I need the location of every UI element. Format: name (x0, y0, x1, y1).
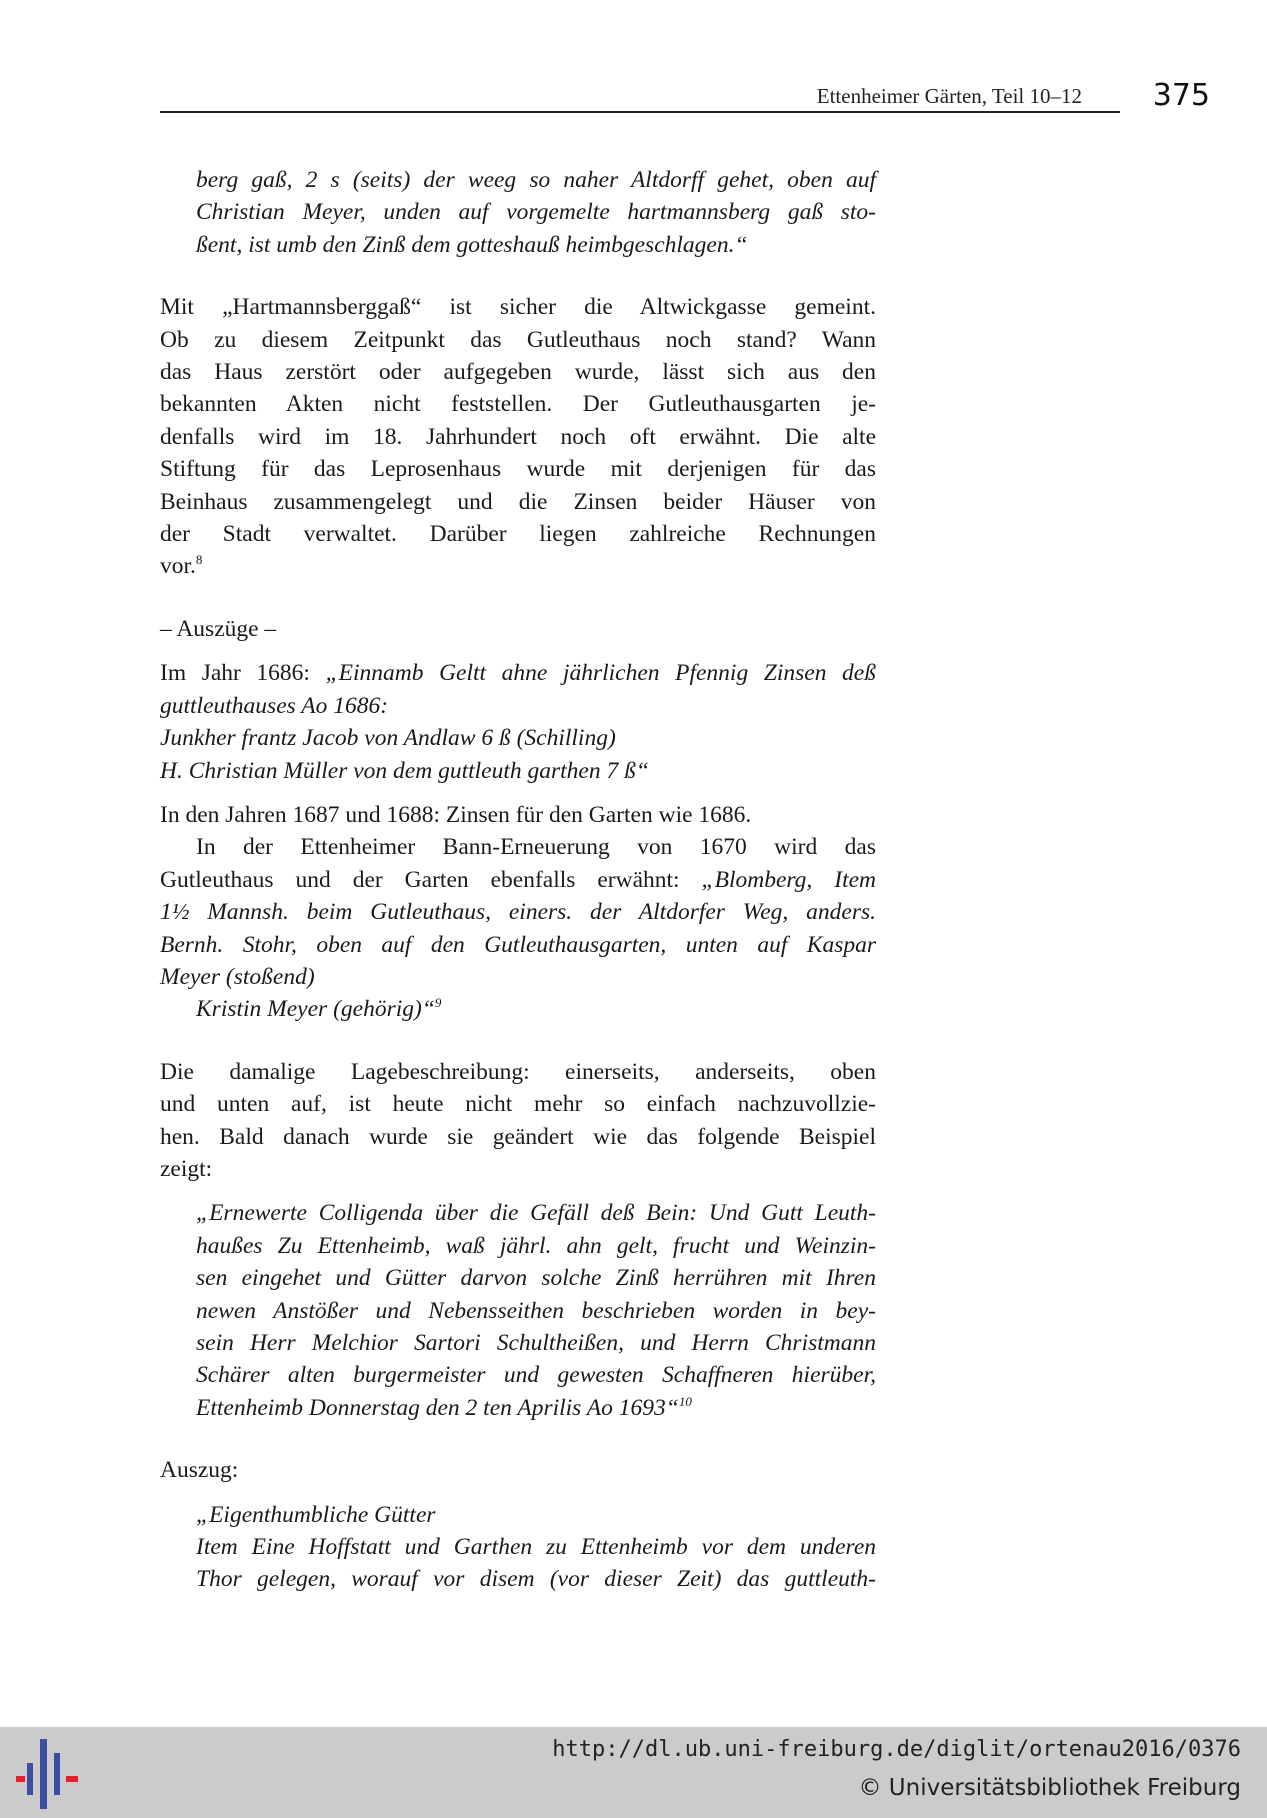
page-header (160, 78, 1210, 118)
text-line: Item Eine Hoffstatt und Garthen zu Ettenheimb vor dem underen (196, 1534, 876, 1561)
text-line: Meyer (stoßend) (160, 963, 315, 990)
text-line: ßent, ist umb den Zinß dem gotteshauß heimbgeschlagen.“ (196, 231, 748, 258)
text-line: haußes Zu Ettenheimb, waß jährl. ahn gelt, frucht und Weinzin- (196, 1232, 876, 1259)
text-line: sein Herr Melchior Sartori Schultheißen, und Herrn Christmann (196, 1330, 876, 1356)
entry-1686 (160, 657, 876, 787)
text-line: Bernh. Stohr, oben auf den Gutleuthausgarten, unten auf Kaspar (160, 931, 876, 958)
text-line: „Ernewerte Colligenda über die Gefäll deß Bein: Und Gutt Leuth- (196, 1200, 876, 1227)
text-line: Mit „Hartmannsberggaß“ ist sicher die Altwickgasse gemeint. (160, 294, 876, 321)
text-line: H. Christian Müller von dem guttleuth garthen 7 ß“ (160, 757, 649, 784)
footnote-ref: 8 (195, 552, 203, 568)
quote-colligenda (160, 1197, 876, 1424)
text-line: In der Ettenheimer Bann-Erneuerung von 1670 wird das (196, 834, 876, 861)
text-line: der Stadt verwaltet. Darüber liegen zahlreiche Rechnungen (160, 521, 876, 548)
text-line: Junkher frantz Jacob von Andlaw 6 ß (Schilling) (160, 725, 616, 752)
paragraph-bann-erneuerung (160, 831, 876, 1025)
page-number: 375 (1152, 78, 1210, 113)
text-line: bekannten Akten nicht feststellen. Der Gutleuthausgarten je- (160, 391, 876, 418)
text-line: Die damalige Lagebeschreibung: einerseits, anderseits, oben (160, 1058, 876, 1085)
text-line: 1½ Mannsh. beim Gutleuthaus, einers. der Altdorfer Weg, anders. (160, 899, 876, 926)
paragraph-gutleuthaus (160, 291, 876, 583)
paragraph-lagebeschreibung (160, 1056, 876, 1186)
text-line: berg gaß, 2 s (seits) der weeg so naher Altdorff gehet, oben auf (196, 167, 876, 193)
ub-freiburg-logo-icon (16, 1739, 80, 1809)
text-line: vor.$^8$ (160, 552, 203, 580)
text-line: newen Anstößer und Nebensseithen beschrieben worden in bey- (196, 1297, 876, 1324)
text-line: zeigt: (160, 1155, 213, 1182)
running-head: Ettenheimer Gärten, Teil 10–12 (816, 84, 1082, 108)
text-line: Kristin Meyer (gehörig)“$^9$ (196, 995, 442, 1023)
footnote-ref: 9 (434, 995, 442, 1011)
text-line: Gutleuthaus und der Garten ebenfalls erwähnt: „Blomberg, Item (160, 866, 876, 893)
text-line: hen. Bald danach wurde sie geändert wie das folgende Beispiel (160, 1123, 876, 1150)
text-line: und unten auf, ist heute nicht mehr so einfach nachzuvollzie- (160, 1091, 876, 1118)
footer-url-link[interactable]: http://dl.ub.uni-freiburg.de/diglit/ortenau2016/0376 (552, 1737, 1241, 1762)
text-line: Beinhaus zusammengelegt und die Zinsen beider Häuser von (160, 488, 876, 515)
text-line: „Eigenthumbliche Gütter (196, 1501, 436, 1528)
text-line: Schärer alten burgermeister und gewesten Schaffneren hierüber, (196, 1362, 876, 1389)
body-text (160, 164, 876, 1596)
text-line: Thor gelegen, worauf vor disem (vor dieser Zeit) das guttleuth- (196, 1566, 876, 1593)
header-rule (160, 111, 1120, 113)
text-line: guttleuthauses Ao 1686: (160, 692, 389, 719)
text-line: sen eingehet und Gütter darvon solche Zinß herrühren mit Ihren (196, 1265, 876, 1292)
text-line: Ob zu diesem Zeitpunkt das Gutleuthaus noch stand? Wann (160, 326, 876, 353)
text-line: denfalls wird im 18. Jahrhundert noch oft erwähnt. Die alte (160, 423, 876, 450)
footer-bar (0, 1727, 1267, 1818)
footer-copyright: © Universitätsbibliothek Freiburg (858, 1775, 1241, 1801)
quote-eigenthumbliche (160, 1499, 876, 1596)
footnote-ref: 10 (678, 1393, 692, 1409)
quote-hartmannsberg (160, 164, 876, 261)
auszuege-heading: – Auszüge – (160, 615, 277, 642)
text-line: Christian Meyer, unden auf vorgemelte hartmannsberg gaß sto- (196, 199, 876, 226)
text-line: Im Jahr 1686: „Einnamb Geltt ahne jährlichen Pfennig Zinsen deß (160, 660, 876, 687)
auszug-heading: Auszug: (160, 1457, 239, 1484)
paragraph-1687 (160, 799, 876, 831)
text-line: Ettenheimb Donnerstag den 2 ten Aprilis Ao 1693“$^{10}$ (196, 1393, 692, 1421)
text-line: das Haus zerstört oder aufgegeben wurde, lässt sich aus den (160, 359, 876, 386)
text-line: In den Jahren 1687 und 1688: Zinsen für den Garten wie 1686. (160, 801, 752, 828)
text-line: Stiftung für das Leprosenhaus wurde mit derjenigen für das (160, 456, 876, 483)
